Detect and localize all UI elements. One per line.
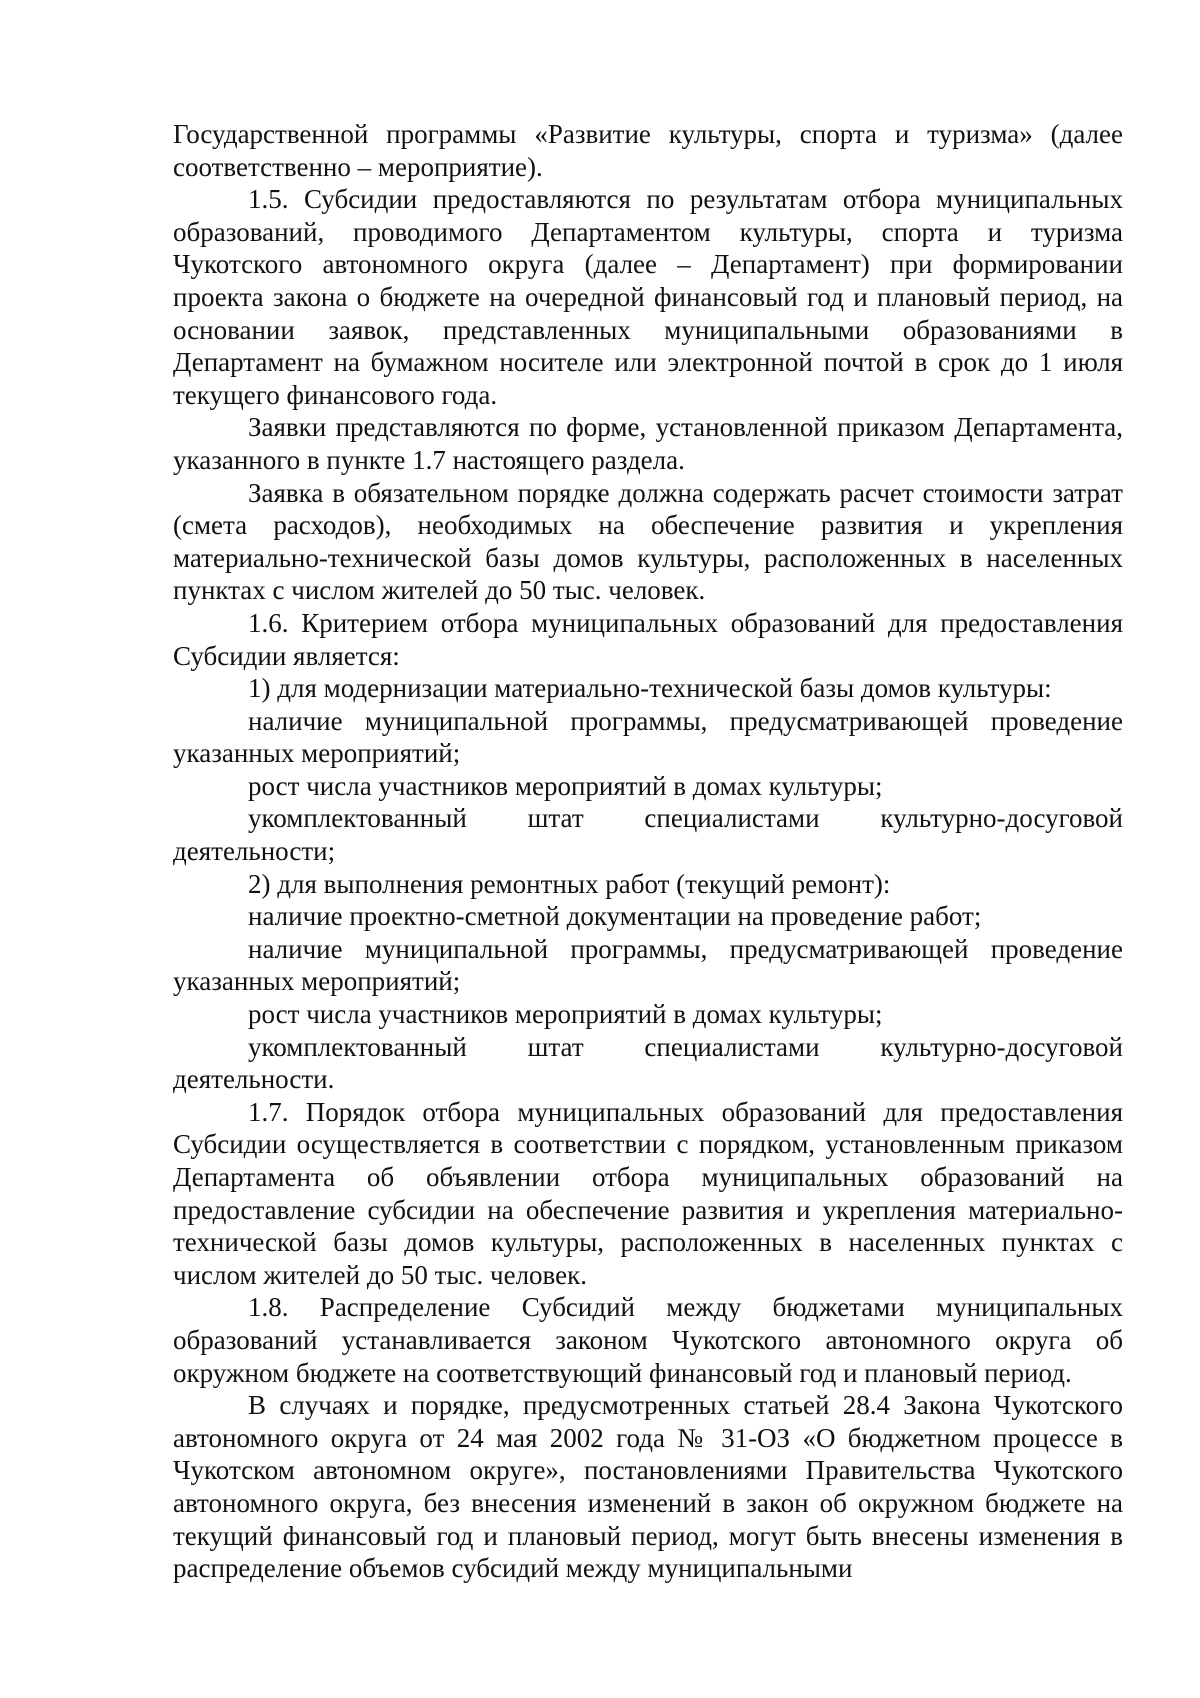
paragraph-1-7: 1.7. Порядок отбора муниципальных образований для предоставления Субсидии осуществляется в соответствии с порядком, установленным приказом Департамента об объявлении отбора муниципальных образований на предоставление субсидии на обеспечение развития и укрепления материально-технической базы домов культуры, расположенных в населенных пунктах с числом жителей до 50 тыс. человек. <box>173 1096 1123 1290</box>
paragraph-criterion-1-program: наличие муниципальной программы, предусматривающей проведение указанных мероприятий; <box>173 705 1123 769</box>
paragraph-criterion-2-staff: укомплектованный штат специалистами культурно-досуговой деятельности. <box>173 1031 1123 1095</box>
paragraph-1-8: 1.8. Распределение Субсидий между бюджетами муниципальных образований устанавливается законом Чукотского автономного округа об окружном бюджете на соответствующий финансовый год и плановый период. <box>173 1292 1123 1388</box>
paragraph-criterion-2-docs: наличие проектно-сметной документации на проведение работ; <box>248 901 982 932</box>
paragraph-1-6: 1.6. Критерием отбора муниципальных образований для предоставления Субсидии является: <box>173 607 1123 671</box>
paragraph-criterion-2-growth: рост числа участников мероприятий в домах культуры; <box>248 999 883 1030</box>
paragraph-criterion-2: 2) для выполнения ремонтных работ (текущий ремонт): <box>248 868 891 899</box>
paragraph-application-content: Заявка в обязательном порядке должна содержать расчет стоимости затрат (смета расходов), необходимых на обеспечение развития и укрепления материально-технической базы домов культуры, расположенных в населенных пунктах с числом жителей до 50 тыс. человек. <box>173 477 1123 606</box>
paragraph-continuation: Государственной программы «Развитие культуры, спорта и туризма» (далее соответственно – мероприятие). <box>173 119 1123 182</box>
paragraph-criterion-1-staff: укомплектованный штат специалистами культурно-досуговой деятельности; <box>173 803 1123 867</box>
paragraph-criterion-1: 1) для модернизации материально-технической базы домов культуры: <box>248 673 1052 704</box>
paragraph-applications-form: Заявки представляются по форме, установленной приказом Департамента, указанного в пункте 1.7 настоящего раздела. <box>173 412 1123 475</box>
paragraph-1-5: 1.5. Субсидии предоставляются по результатам отбора муниципальных образований, проводимого Департаментом культуры, спорта и туризма Чукотского автономного округа (далее – Департамент) при формировании проекта закона о бюджете на очередной финансовый год и плановый период, на основании заявок, представленных муниципальными образованиями в Департамент на бумажном носителе или электронной почтой в срок до 1 июля текущего финансового года. <box>173 184 1123 410</box>
paragraph-redistribution: В случаях и порядке, предусмотренных статьей 28.4 Закона Чукотского автономного округа от 24 мая 2002 года № 31-ОЗ «О бюджетном процессе в Чукотском автономном округе», постановлениями Правительства Чукотского автономного округа, без внесения изменений в закон об окружном бюджете на текущий финансовый год и плановый период, могут быть внесены изменения в распределение объемов субсидий между муниципальными <box>173 1390 1123 1584</box>
document-page <box>173 118 1123 1585</box>
paragraph-criterion-1-growth: рост числа участников мероприятий в домах культуры; <box>248 770 883 801</box>
paragraph-criterion-2-program: наличие муниципальной программы, предусматривающей проведение указанных мероприятий; <box>173 933 1123 997</box>
